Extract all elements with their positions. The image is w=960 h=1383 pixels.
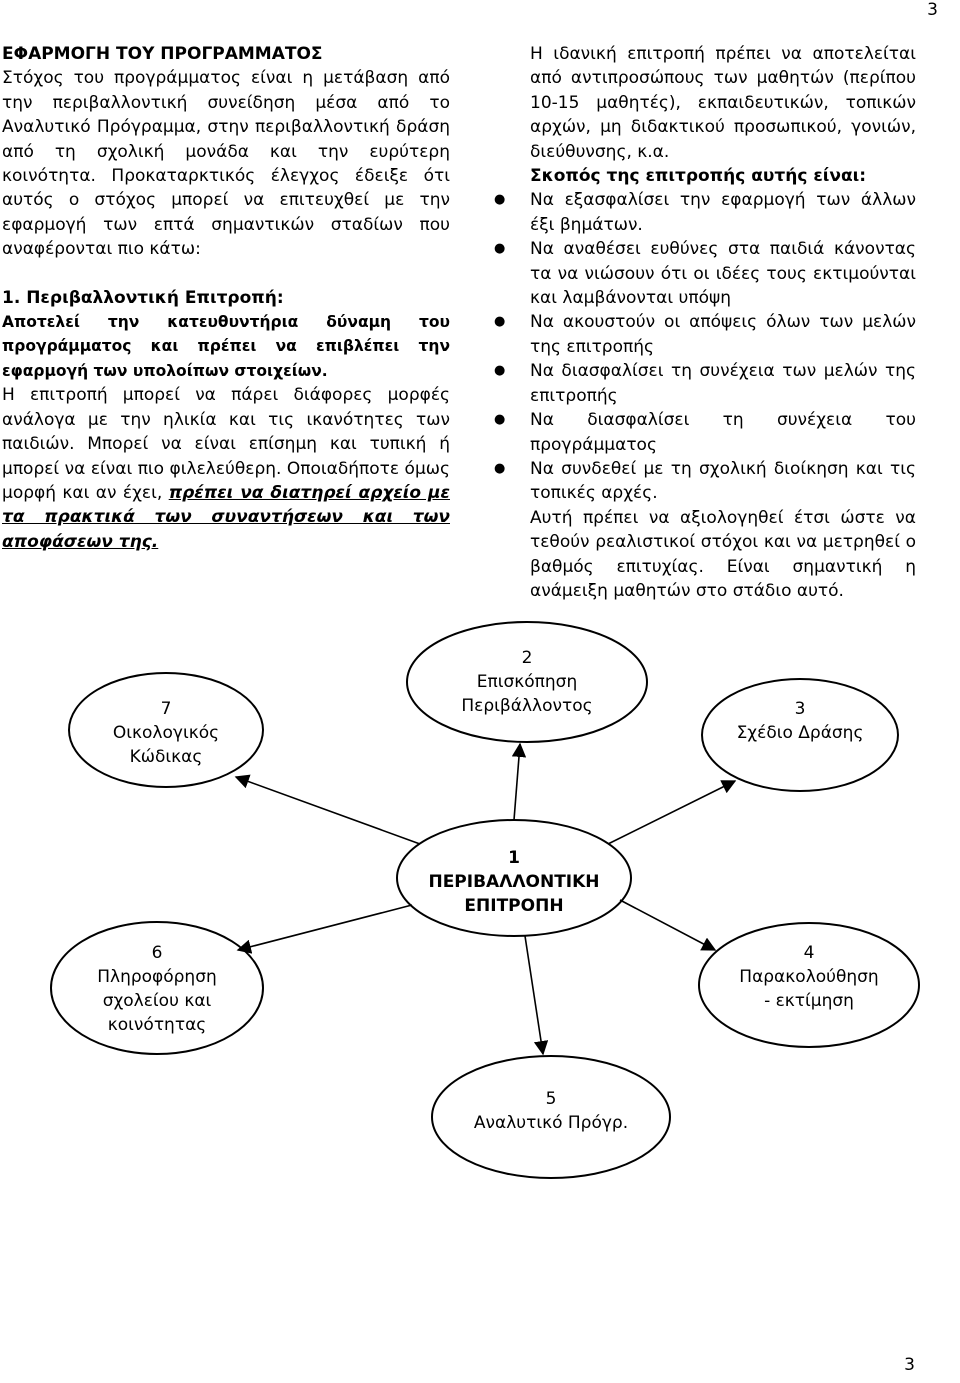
committee-title: 1. Περιβαλλοντική Επιτροπή: (2, 287, 284, 308)
page-number-top: 3 (927, 0, 938, 20)
purpose-list (494, 188, 916, 505)
committee-text: Η επιτροπή μπορεί να πάρει διάφορες μορφές ανάλογα με την ηλικία και τις ικανότητες των παιδιών. Μπορεί να είναι επίσημη και τυπική ή μπορεί να είναι πιο φιλελεύθερη. Οποιαδήποτε όμως μορφή και αν έχει, (2, 385, 450, 503)
intro-paragraph: Στόχος του προγράμματος είναι η μετάβαση από την περιβαλλοντική συνείδηση μέσα από το Αναλυτικό Πρόγραμμα, στην περιβαλλοντική δράση από τη σχολική μονάδα και την ευρύτερη κοινότητα. Προκαταρκτικός έλεγχος έδειξε ότι αυτός ο στόχος μπορεί να επιτευχθεί με την εφαρμογή των επτά σημαντικών σταδίων που αναφέρονται πιο κάτω: (2, 68, 450, 260)
node-4-label: 4 Παρακολούθηση - εκτίμηση (739, 943, 879, 1011)
closing-paragraph: Αυτή πρέπει να αξιολογηθεί έτσι ώστε να τεθούν ρεαλιστικοί στόχοι και να μετρηθεί ο βαθμός επιτυχίας. Είναι σημαντική η ανάμειξη μαθητών στο στάδιο αυτό. (530, 507, 916, 601)
arrow-to-2 (514, 744, 520, 820)
list-item: ● Να συνδεθεί με τη σχολική διοίκηση και τις τοπικές αρχές. (494, 458, 916, 504)
bullet-icon: ● (494, 460, 506, 476)
node-1-label: 1 ΠΕΡΙΒΑΛΛΟΝΤΙΚΗ ΕΠΙΤΡΟΠΗ (428, 848, 600, 916)
bullet-icon: ● (494, 363, 506, 379)
list-item: ● Να διασφαλίσει τη συνέχεια του προγράμματος (494, 410, 916, 455)
node-6-label: 6 Πληροφόρηση σχολείου και κοινότητας (97, 943, 217, 1035)
bullet-icon: ● (494, 192, 506, 208)
section-heading: ΕΦΑΡΜΟΓΗ ΤΟΥ ΠΡΟΓΡΑΜΜΑΤΟΣ (2, 44, 323, 64)
right-column (494, 42, 916, 603)
list-item: ● Να εξασφαλίσει την εφαρμογή των άλλων έξι βημάτων. (494, 190, 916, 235)
arrow-to-4 (620, 900, 715, 950)
node-7-label: 7 Οικολογικός Κώδικας (112, 699, 220, 767)
list-item: ● Να ακουστούν οι απόψεις όλων των μελών της επιτροπής (494, 312, 916, 357)
bullet-icon: ● (494, 412, 506, 428)
arrow-to-7 (236, 777, 420, 844)
node-3-label: 3 Σχέδιο Δράσης (736, 699, 864, 743)
purpose-heading: Σκοπός της επιτροπής αυτής είναι: (530, 166, 867, 187)
ideal-committee-paragraph: Η ιδανική επιτροπή πρέπει να αποτελείται από αντιπροσώπους των μαθητών (περίπου 10-15 μαθητές), εκπαιδευτικών, τοπικών αρχών, μη διδακτικού προσωπικού, γονιών, διεύθυνσης, κ.α. (530, 44, 916, 162)
node-5-label: 5 Αναλυτικό Πρόγρ. (473, 1089, 629, 1133)
committee-emphasis: πρέπει να διατηρεί αρχείο με τα πρακτικά των συναντήσεων και των αποφάσεων της. (2, 482, 450, 552)
page-number-bottom: 3 (904, 1355, 915, 1375)
arrow-to-6 (238, 905, 412, 950)
bullet-icon: ● (494, 241, 506, 257)
arrow-to-3 (608, 781, 735, 844)
node-2-label: 2 Επισκόπηση Περιβάλλοντος (461, 648, 593, 716)
arrow-to-5 (525, 936, 543, 1054)
committee-bold-text: Αποτελεί την κατευθυντήρια δύναμη του προγράμματος και πρέπει να επιβλέπει την εφαρμογή των υπολοίπων στοιχείων. (2, 313, 450, 380)
committee-paragraph (2, 383, 450, 554)
list-item: ● Να διασφαλίσει τη συνέχεια των μελών της επιτροπής (494, 361, 916, 406)
left-column (2, 42, 450, 554)
list-item: ● Να αναθέσει ευθύνες στα παιδιά κάνοντας τα να νιώσουν ότι οι ιδέες τους εκτιμούνται και λαμβάνονται υπόψη (494, 239, 916, 309)
bullet-icon: ● (494, 314, 506, 330)
